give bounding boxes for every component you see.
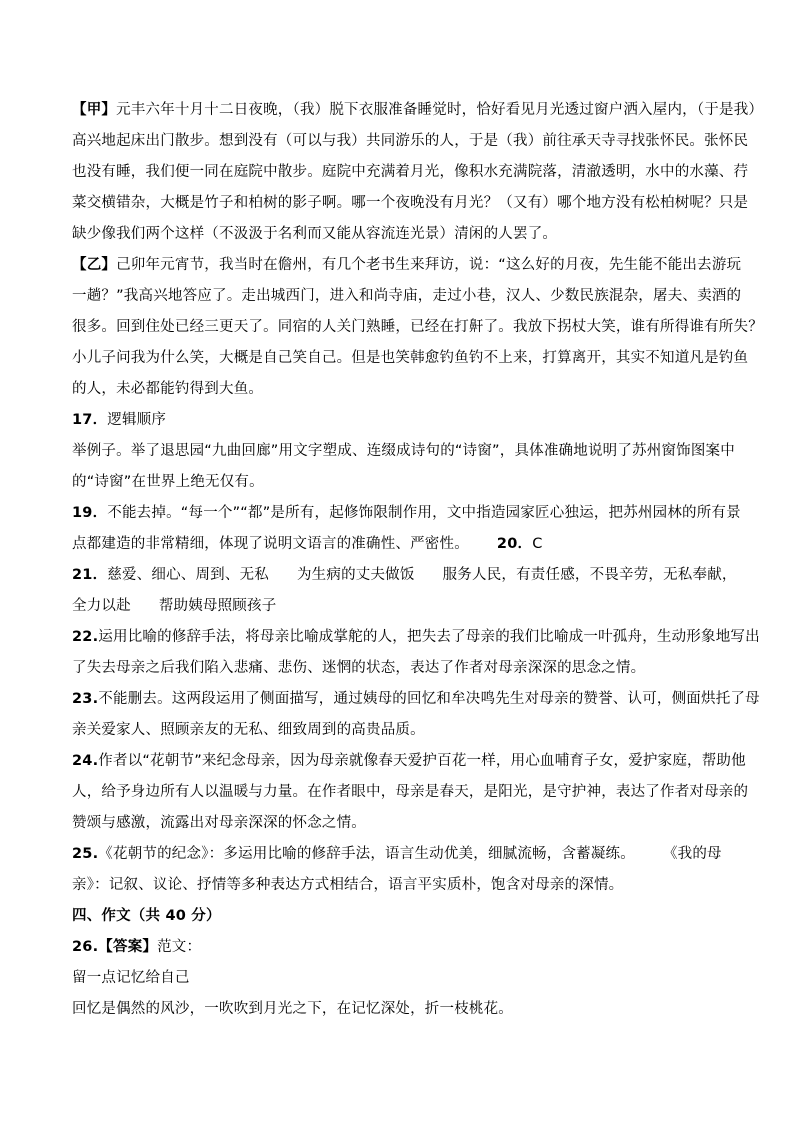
q25-part-1: 《花朝节的纪念》：多运用比喻的修辞手法，语言生动优美，细腻流畅，含蓄凝练。 [98, 846, 635, 862]
q24-line-1 [72, 746, 746, 777]
q26-answer-tag: 【答案】 [98, 939, 158, 955]
jia-line-1 [72, 95, 764, 126]
jia-tag: 【甲】 [72, 102, 117, 118]
yi-line-2: 一趟？”我高兴地答应了。走出城西门，进入和尚寺庙，走过小巷，汉人、少数民族混杂，屠夫、卖酒的 [72, 288, 742, 304]
document-page [72, 95, 764, 1025]
jia-line-5: 缺少像我们两个这样（不汲汲于名利而又能从容流连光景）清闲的人罢了。 [72, 226, 558, 242]
yi-line-3: 很多。回到住处已经三更天了。同宿的人关门熟睡，已经在打鼾了。我放下拐杖大笑，谁有所得谁有所失？ [72, 319, 763, 335]
jia-line-4: 菜交横错杂，大概是竹子和柏树的影子啊。哪一个夜晚没有月光？（又有）哪个地方没有松柏树呢？只是 [72, 195, 749, 211]
q21-part-1: 慈爱、细心、周到、无私 [107, 567, 269, 583]
q20-answer: C [532, 536, 543, 552]
q23-number: 23. [72, 691, 99, 707]
q24-line-3: 赞颂与感激，流露出对母亲深深的怀念之情。 [72, 815, 366, 831]
q23-text-1: 不能删去。这两段运用了侧面描写，通过姨母的回忆和牟决鸣先生对母亲的赞誉、认可，侧面烘托了母 [98, 691, 760, 707]
q21-part-3: 服务人民，有责任感，不畏辛劳，无私奉献， [442, 567, 737, 583]
section-4-title: 四、作文（共 40 分） [72, 908, 221, 924]
q24-number: 24. [72, 753, 99, 769]
q25-number: 25. [72, 846, 99, 862]
q24-line-2: 人，给予身边所有人以温暖与力量。在作者眼中，母亲是春天，是阳光，是守护神，表达了作者对母亲的 [72, 784, 749, 800]
q21-part-5: 帮助姨母照顾孩子 [158, 598, 277, 614]
q21-part-4: 全力以赴 [72, 598, 131, 614]
jia-text-1: 元丰六年十月十二日夜晚，（我）脱下衣服准备睡觉时，恰好看见月光透过窗户洒入屋内，（于是我） [116, 102, 764, 118]
q21-part-2: 为生病的丈夫做饭 [296, 567, 415, 583]
q19-line-1 [72, 498, 741, 529]
q26-number: 26. [72, 939, 99, 955]
essay-title: 留一点记忆给自己 [72, 970, 190, 986]
yi-line-4: 小儿子问我为什么笑，大概是自己笑自己。但是也笑韩愈钓鱼钓不上来，打算离开，其实不知道凡是钓鱼 [72, 350, 749, 366]
q19-text-1: 不能去掉。“每一个”“都”是所有，起修饰限制作用，文中指造园家匠心独运，把苏州园林的所有景 [107, 505, 741, 521]
q25-line-1 [72, 839, 724, 870]
q22-line-1 [72, 622, 760, 653]
yi-text-1: 己卯年元宵节，我当时在儋州，有几个老书生来拜访，说：“这么好的月夜，先生能不能出去游玩 [116, 257, 742, 273]
essay-first-line: 回忆是偶然的风沙，一吹吹到月光之下，在记忆深处，折一枝桃花。 [72, 1001, 513, 1017]
q18-line-1: 举例子。举了退思园“九曲回廊”用文字塑成、连缀成诗句的“诗窗”，具体准确地说明了苏州窗饰图案中 [72, 443, 735, 459]
q22-line-2: 了失去母亲之后我们陷入悲痛、悲伤、迷惘的状态，表达了作者对母亲深深的思念之情。 [72, 660, 646, 676]
jia-line-3: 也没有睡，我们便一同在庭院中散步。庭院中充满着月光，像积水充满院落，清澈透明，水中的水藻、荇 [72, 164, 749, 180]
q20-number: 20． [496, 536, 533, 552]
q25-part-2: 《我的母 [662, 846, 722, 862]
q23-line-2: 亲关爱家人、照顾亲友的无私、细致周到的高贵品质。 [72, 722, 425, 738]
yi-tag: 【乙】 [72, 257, 117, 273]
q19-text-2: 点都建造的非常精细，体现了说明文语言的准确性、严密性。 [72, 536, 469, 552]
q21-line-1 [72, 560, 737, 591]
jia-line-2: 高兴地起床出门散步。想到没有（可以与我）共同游乐的人，于是（我）前往承天寺寻找张怀民。张怀民 [72, 133, 749, 149]
q18-line-2: 的“诗窗”在世界上绝无仅有。 [72, 474, 264, 490]
q17-answer: 逻辑顺序 [107, 412, 167, 428]
yi-line-1 [72, 250, 742, 281]
q19-number: 19． [72, 505, 108, 521]
q17-number: 17． [72, 412, 108, 428]
q19-line-2 [72, 529, 724, 560]
q26-line-1 [72, 932, 724, 963]
q17-line [72, 405, 724, 436]
q21-number: 21． [72, 567, 108, 583]
q24-text-1: 作者以“花朝节”来纪念母亲，因为母亲就像春天爱护百花一样，用心血哺育子女，爱护家庭，帮助他 [98, 753, 746, 769]
q25-line-2: 亲》：记叙、议论、抒情等多种表达方式相结合，语言平实质朴，饱含对母亲的深情。 [72, 877, 624, 893]
q22-number: 22. [72, 629, 99, 645]
q26-label: 范文： [157, 939, 202, 955]
yi-line-5: 的人，未必都能钓得到大鱼。 [72, 381, 264, 397]
q23-line-1 [72, 684, 760, 715]
q22-text-1: 运用比喻的修辞手法，将母亲比喻成掌舵的人，把失去了母亲的我们比喻成一叶孤舟，生动形象地写出 [98, 629, 760, 645]
q21-line-2 [72, 591, 724, 622]
